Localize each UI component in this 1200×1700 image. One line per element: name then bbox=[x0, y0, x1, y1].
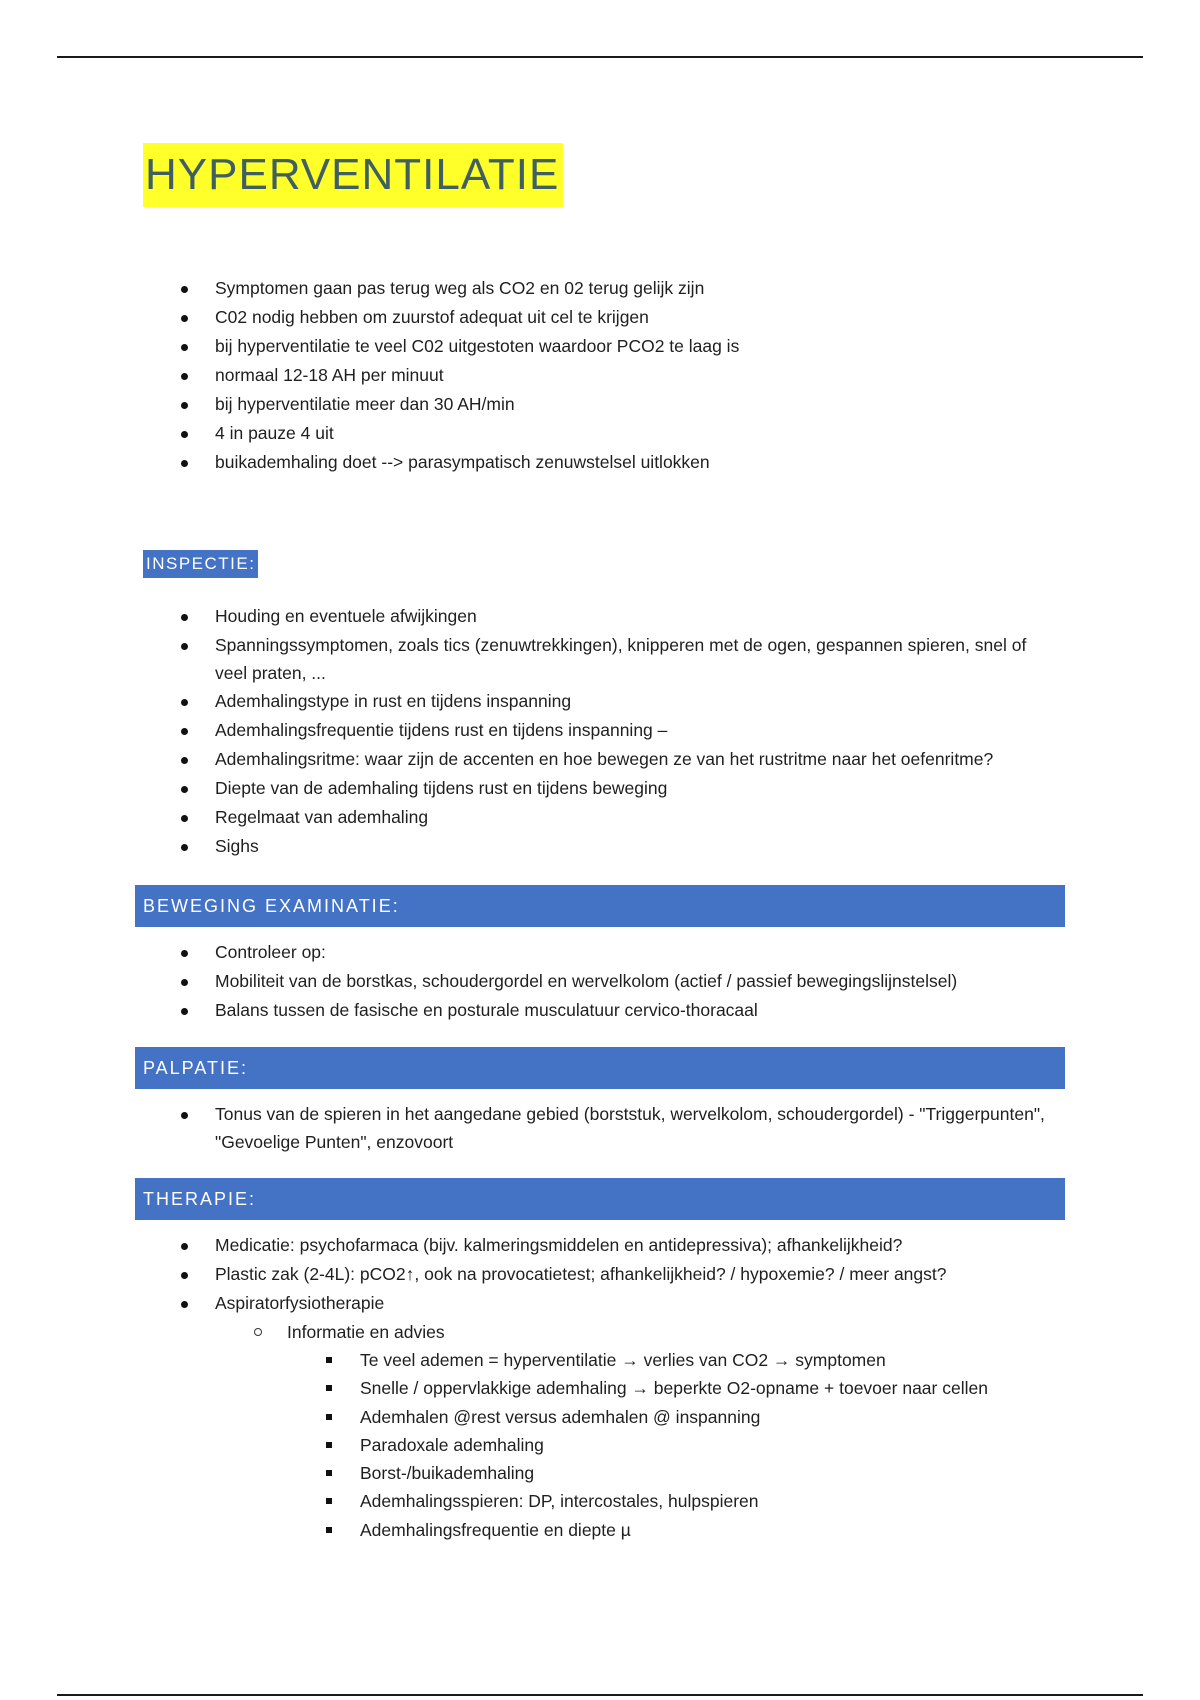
list-item: Regelmaat van ademhaling bbox=[0, 803, 1055, 832]
page-title: HYPERVENTILATIE bbox=[143, 143, 563, 207]
beweging-list bbox=[0, 938, 1055, 1025]
list-item: Controleer op: bbox=[0, 938, 1055, 967]
list-item: Ademhalen @rest versus ademhalen @ inspanning bbox=[0, 1403, 988, 1431]
list-item: Paradoxale ademhaling bbox=[0, 1431, 988, 1459]
list-item: Diepte van de ademhaling tijdens rust en tijdens beweging bbox=[0, 774, 1055, 803]
list-item: 4 in pauze 4 uit bbox=[0, 419, 1055, 448]
list-item: Aspiratorfysiotherapie bbox=[0, 1289, 1055, 1318]
list-item: Mobiliteit van de borstkas, schoudergordel en wervelkolom (actief / passief bewegingslijnstelsel) bbox=[0, 967, 1055, 996]
list-item: bij hyperventilatie te veel C02 uitgestoten waardoor PCO2 te laag is bbox=[0, 332, 1055, 361]
list-item: Ademhalingsritme: waar zijn de accenten en hoe bewegen ze van het rustritme naar het oefenritme? bbox=[0, 745, 1055, 774]
list-item: Houding en eventuele afwijkingen bbox=[0, 602, 1055, 631]
list-item: Symptomen gaan pas terug weg als CO2 en 02 terug gelijk zijn bbox=[0, 274, 1055, 303]
intro-list bbox=[0, 274, 1055, 477]
list-item: Ademhalingsfrequentie en diepte µ bbox=[0, 1516, 988, 1544]
section-heading-beweging: BEWEGING EXAMINATIE: bbox=[135, 885, 1065, 927]
list-item: Ademhalingsspieren: DP, intercostales, hulpspieren bbox=[0, 1487, 988, 1515]
section-heading-palpatie: PALPATIE: bbox=[135, 1047, 1065, 1089]
list-item: bij hyperventilatie meer dan 30 AH/min bbox=[0, 390, 1055, 419]
list-item: Medicatie: psychofarmaca (bijv. kalmeringsmiddelen en antidepressiva); afhankelijkheid? bbox=[0, 1231, 1055, 1260]
list-item: Te veel ademen = hyperventilatie → verlies van CO2 → symptomen bbox=[0, 1346, 988, 1374]
list-item: Ademhalingsfrequentie tijdens rust en tijdens inspanning – bbox=[0, 716, 1055, 745]
section-heading-inspectie: INSPECTIE: bbox=[143, 550, 258, 578]
section-heading-therapie: THERAPIE: bbox=[135, 1178, 1065, 1220]
list-item: Ademhalingstype in rust en tijdens inspanning bbox=[0, 687, 1055, 716]
inspectie-list bbox=[0, 602, 1055, 861]
title-block bbox=[143, 143, 563, 207]
list-item: Borst-/buikademhaling bbox=[0, 1459, 988, 1487]
list-item: Balans tussen de fasische en posturale musculatuur cervico-thoracaal bbox=[0, 996, 1055, 1025]
list-item: Informatie en advies bbox=[0, 1318, 445, 1346]
therapie-list bbox=[0, 1231, 1055, 1318]
list-item: Snelle / oppervlakkige ademhaling → beperkte O2-opname + toevoer naar cellen bbox=[0, 1374, 988, 1402]
list-item: Plastic zak (2-4L): pCO2↑, ook na provocatietest; afhankelijkheid? / hypoxemie? / meer angst? bbox=[0, 1260, 1055, 1289]
list-item: C02 nodig hebben om zuurstof adequat uit cel te krijgen bbox=[0, 303, 1055, 332]
footer-rule bbox=[57, 1694, 1143, 1696]
palpatie-list bbox=[0, 1100, 1055, 1156]
list-item: normaal 12-18 AH per minuut bbox=[0, 361, 1055, 390]
header-rule bbox=[57, 56, 1143, 58]
therapie-sublist bbox=[0, 1318, 445, 1346]
list-item: buikademhaling doet --> parasympatisch zenuwstelsel uitlokken bbox=[0, 448, 1055, 477]
list-item: Tonus van de spieren in het aangedane gebied (borststuk, wervelkolom, schoudergordel) - "Triggerpunten", "Gevoelige Punten", enzovoort bbox=[0, 1100, 1055, 1156]
list-item: Sighs bbox=[0, 832, 1055, 861]
list-item: Spanningssymptomen, zoals tics (zenuwtrekkingen), knipperen met de ogen, gespannen spieren, snel of veel praten, ... bbox=[0, 631, 1055, 687]
therapie-subsublist bbox=[0, 1346, 988, 1544]
